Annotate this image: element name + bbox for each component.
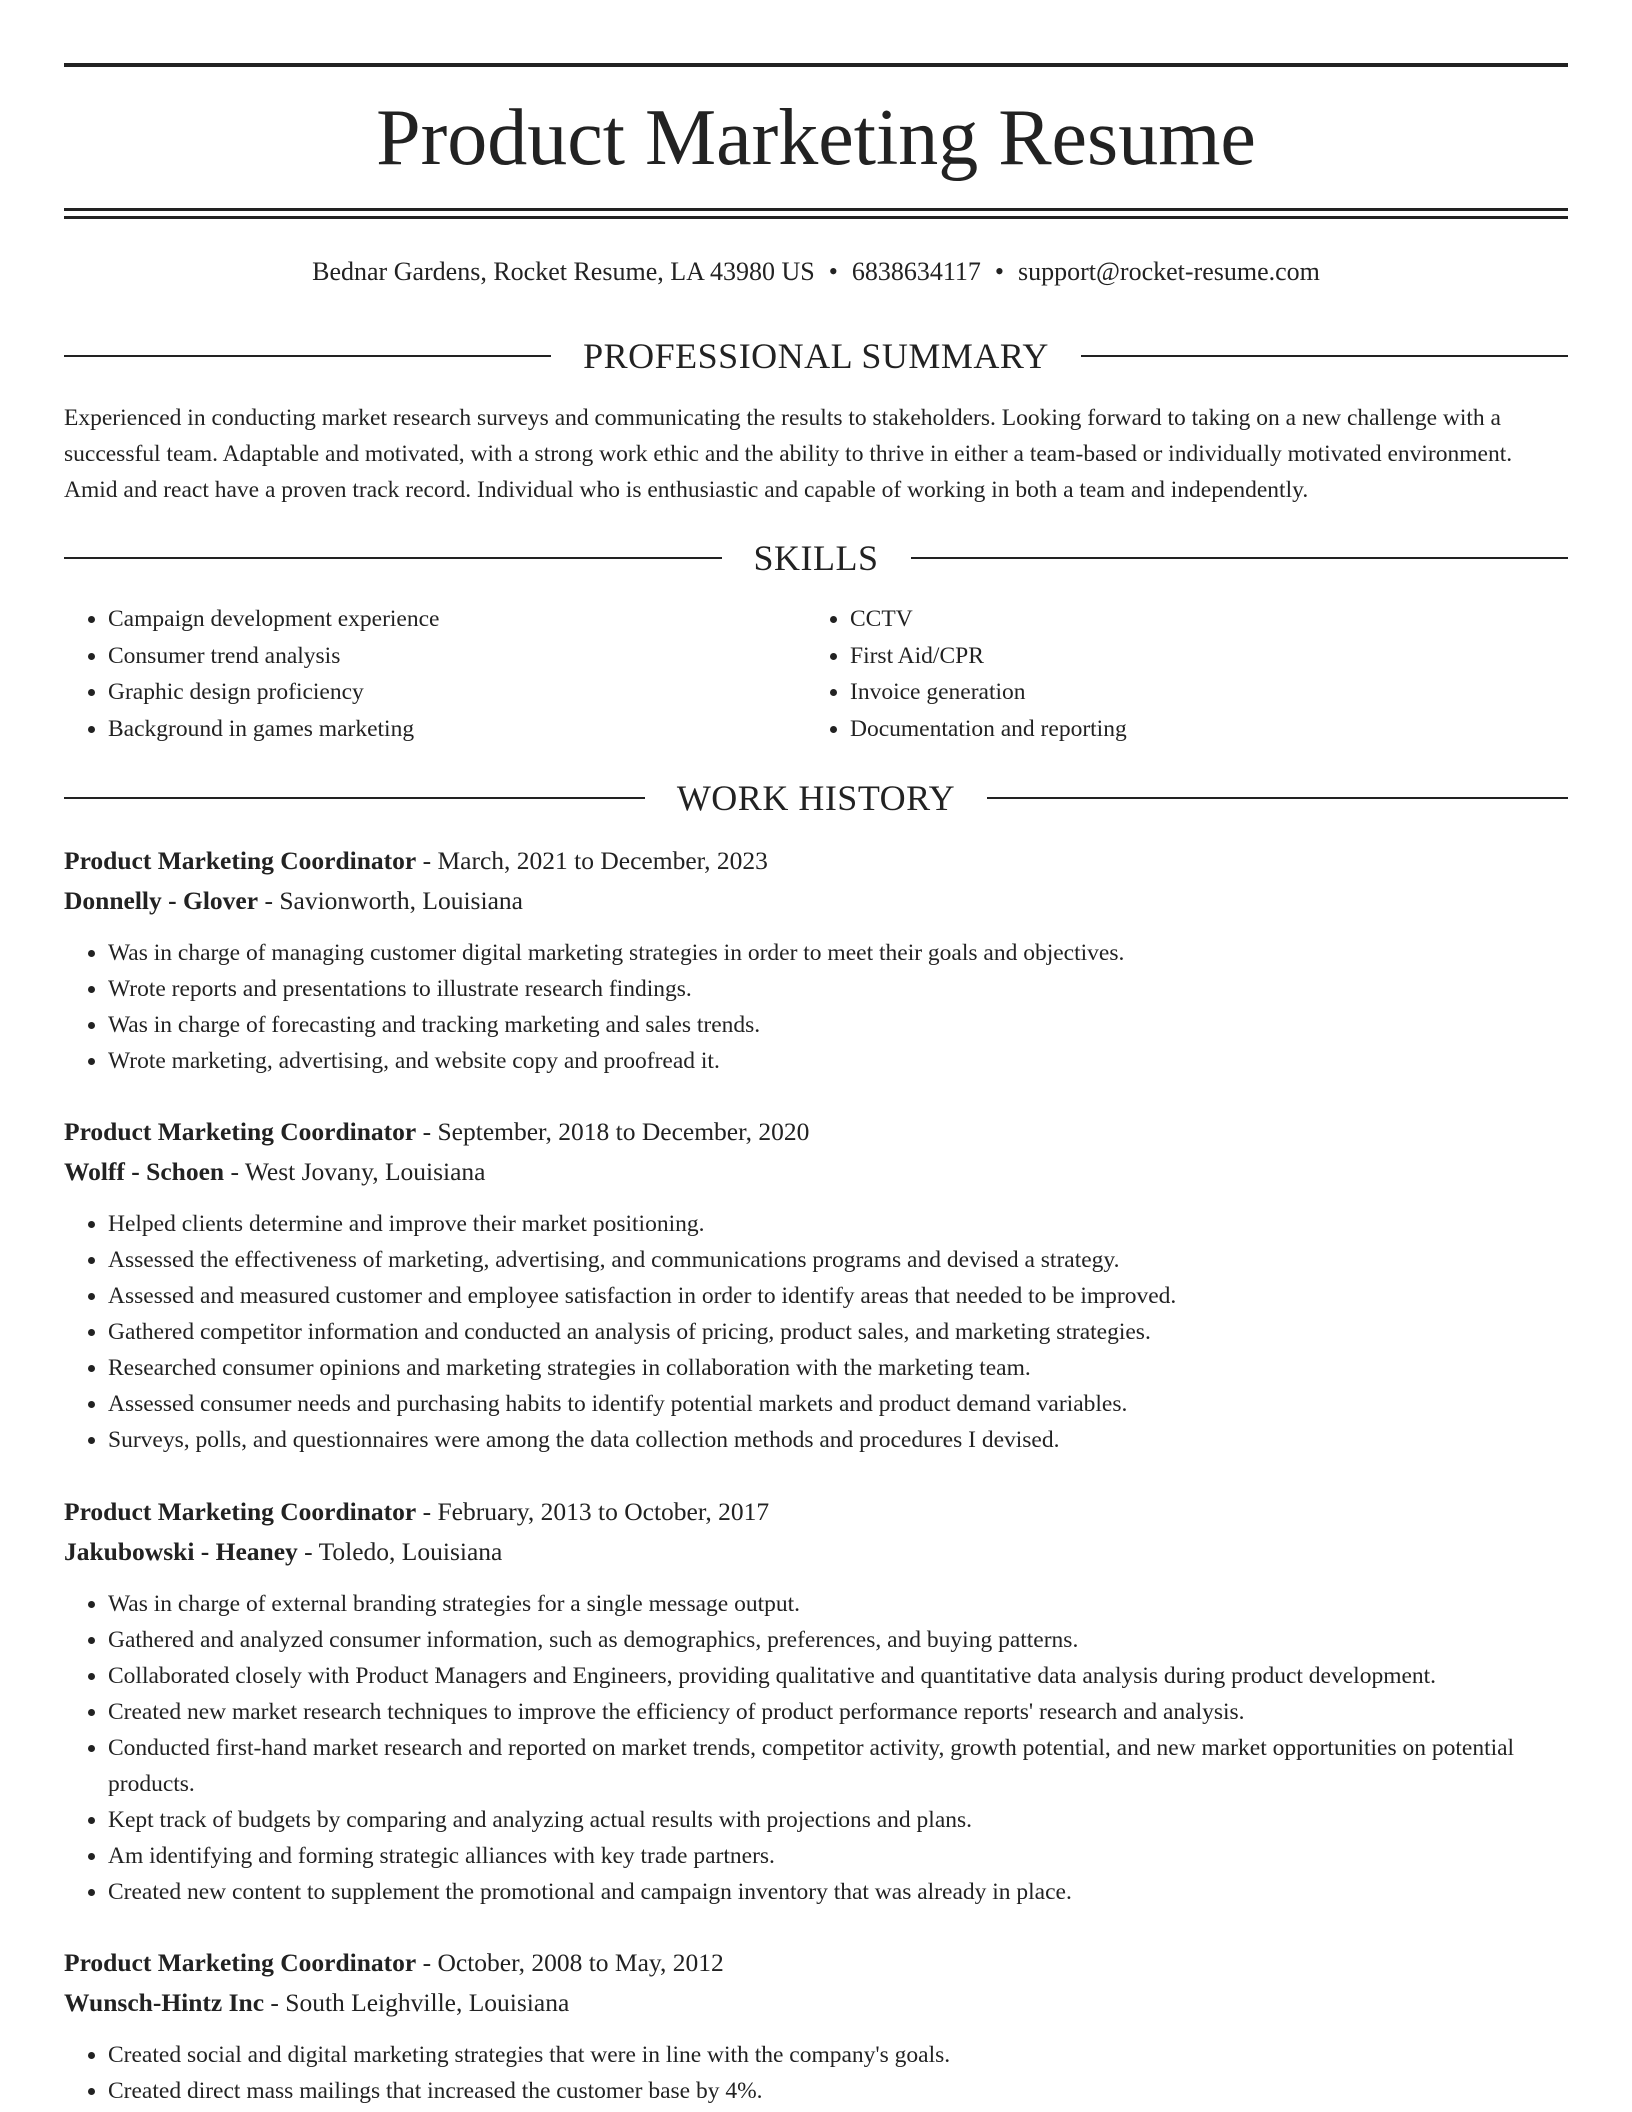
skills-section-heading [64,536,1568,580]
skill-item: • Consumer trend analysis [108,638,806,675]
job-title-line [64,1112,1568,1152]
job-title-line [64,1943,1568,1983]
job-entry [64,841,1568,1079]
job-title-line [64,841,1568,881]
contact-separator: • [828,257,838,286]
skills-list [64,601,1568,747]
job-location: - Toledo, Louisiana [297,1537,503,1566]
job-bullets [64,1586,1568,1910]
skill-item: • First Aid/CPR [850,638,1548,675]
job-bullet: • Helped clients determine and improve their market positioning. [108,1206,1568,1242]
summary-section-title: PROFESSIONAL SUMMARY [583,336,1049,376]
job-company: Donnelly - Glover [64,886,259,915]
job-bullet: • Surveys, polls, and questionnaires were among the data collection methods and procedures I devised. [108,1422,1568,1458]
job-bullet: • Wrote reports and presentations to illustrate research findings. [108,971,1568,1007]
title-double-rule-bottom [64,216,1568,219]
job-dates: - February, 2013 to October, 2017 [416,1497,770,1526]
contact-phone: 6838634117 [851,257,981,286]
work-section-heading [64,776,1568,820]
job-title-line [64,1492,1568,1532]
job-bullet: • Collaborated closely with Product Managers and Engineers, providing qualitative and quantitative data analysis during product development. [108,1658,1568,1694]
contact-email: support@rocket-resume.com [1017,257,1320,286]
job-bullet: • Gathered competitor information and conducted an analysis of pricing, product sales, and marketing strategies. [108,1314,1568,1350]
contact-separator: • [994,257,1004,286]
skill-item: • Background in games marketing [108,711,806,748]
heading-rule-right [987,797,1568,799]
skill-item: • Documentation and reporting [850,711,1548,748]
job-company: Jakubowski - Heaney [64,1537,298,1566]
job-bullet: • Assessed and measured customer and employee satisfaction in order to identify areas that needed to be improved. [108,1278,1568,1314]
heading-rule-right [911,557,1569,559]
job-bullet: • Created new content to supplement the promotional and campaign inventory that was already in place. [108,1874,1568,1910]
job-location: - Savionworth, Louisiana [258,886,523,915]
job-bullet: • Was in charge of managing customer digital marketing strategies in order to meet their goals and objectives. [108,935,1568,971]
skill-item: • Campaign development experience [108,601,806,638]
skills-section-title: SKILLS [753,538,879,578]
job-bullet: • Created new market research techniques to improve the efficiency of product performance reports' research and analysis. [108,1694,1568,1730]
job-bullets [64,935,1568,1079]
job-bullets [64,2037,1568,2109]
heading-rule-left [64,797,645,799]
job-bullet: • Was in charge of external branding strategies for a single message output. [108,1586,1568,1622]
top-rule [64,63,1568,67]
title-double-rule-top [64,208,1568,211]
job-bullet: • Gathered and analyzed consumer information, such as demographics, preferences, and buying patterns. [108,1622,1568,1658]
job-bullet: • Created direct mass mailings that increased the customer base by 4%. [108,2073,1568,2109]
job-title: Product Marketing Coordinator [64,846,417,875]
job-bullet: • Conducted first-hand market research and reported on market trends, competitor activity, growth potential, and new market opportunities on potential products. [108,1730,1568,1802]
job-company-line [64,1152,1568,1192]
skills-column-right [806,601,1548,747]
heading-rule-right [1081,355,1568,357]
job-title: Product Marketing Coordinator [64,1497,417,1526]
job-entry [64,1943,1568,2109]
contact-line [0,254,1632,290]
job-dates: - October, 2008 to May, 2012 [416,1948,724,1977]
summary-text: Experienced in conducting market research surveys and communicating the results to stakeholders. Looking forward to taking on a new challenge with a successful team. Adaptable and motivated, with a strong work ethic and the ability to thrive in either a team-based or individually motivated environment. Amid and react have a proven track record. Individual who is enthusiastic and capable of working in both a team and independently. [64,405,1513,503]
job-company-line [64,1983,1568,2023]
job-entry [64,1492,1568,1910]
skills-column-left [64,601,806,747]
page-title: Product Marketing Resume [376,94,1256,182]
heading-rule-left [64,557,722,559]
heading-rule-left [64,355,551,357]
job-location: - West Jovany, Louisiana [224,1157,486,1186]
skill-item: • CCTV [850,601,1548,638]
job-company: Wolff - Schoen [64,1157,225,1186]
job-bullet: • Researched consumer opinions and marketing strategies in collaboration with the marketing team. [108,1350,1568,1386]
job-bullets [64,1206,1568,1458]
job-entry [64,1112,1568,1458]
job-company-line [64,1532,1568,1572]
job-dates: - September, 2018 to December, 2020 [416,1117,810,1146]
skill-item: • Graphic design proficiency [108,674,806,711]
job-bullet: • Was in charge of forecasting and tracking marketing and sales trends. [108,1007,1568,1043]
job-bullet: • Wrote marketing, advertising, and website copy and proofread it. [108,1043,1568,1079]
contact-address: Bednar Gardens, Rocket Resume, LA 43980 US [312,257,815,286]
job-bullet: • Created social and digital marketing strategies that were in line with the company's goals. [108,2037,1568,2073]
job-company-line [64,881,1568,921]
job-bullet: • Am identifying and forming strategic alliances with key trade partners. [108,1838,1568,1874]
job-title: Product Marketing Coordinator [64,1948,417,1977]
job-bullet: • Kept track of budgets by comparing and analyzing actual results with projections and plans. [108,1802,1568,1838]
job-location: - South Leighville, Louisiana [264,1988,570,2017]
skill-item: • Invoice generation [850,674,1548,711]
job-dates: - March, 2021 to December, 2023 [416,846,768,875]
work-section-title: WORK HISTORY [676,778,956,818]
job-bullet: • Assessed the effectiveness of marketing, advertising, and communications programs and devised a strategy. [108,1242,1568,1278]
job-bullet: • Assessed consumer needs and purchasing habits to identify potential markets and product demand variables. [108,1386,1568,1422]
job-company: Wunsch-Hintz Inc [64,1988,265,2017]
job-title: Product Marketing Coordinator [64,1117,417,1146]
summary-section-heading [64,334,1568,378]
